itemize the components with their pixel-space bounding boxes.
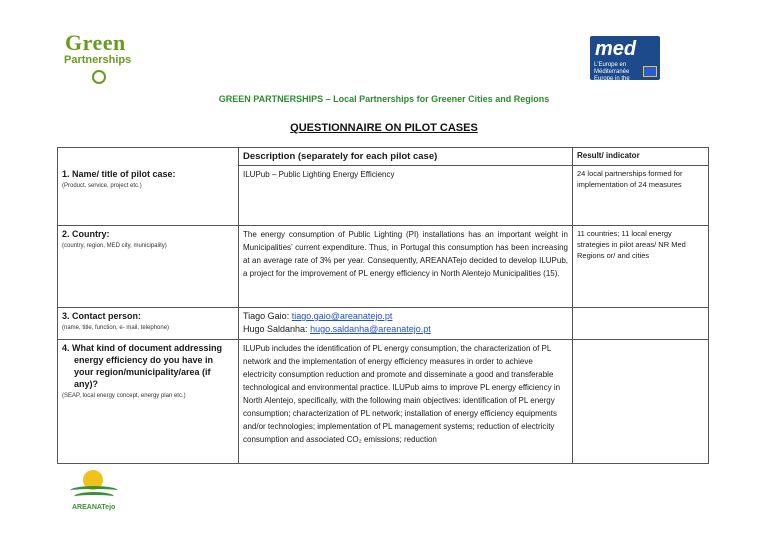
description-cell: ILUPub includes the identification of PL energy consumption, the characterization of PL network and the implementation of energy efficiency measures in order to achieve electricity consumption reduction and promote and disseminate a good and transferable technological and environmental practice. ILUPub aims to improve PL energy efficiency in North Alentejo, specifically, with the following main objectives: identification of PL energy consumption; characterization of PL network; installation of energy efficiency equipments and/or technologies; implementation of PL management systems; reduction of electricity consumption and associated CO₂ emissions; reduction bbox=[239, 340, 573, 464]
contact-line bbox=[243, 310, 568, 323]
question-note: (SEAP, local energy concept, energy plan etc.) bbox=[62, 393, 186, 399]
question-cell bbox=[58, 308, 239, 340]
med-logo-title: med bbox=[595, 38, 637, 60]
contact-email-link[interactable]: tiago.gaio@areanatejo.pt bbox=[291, 311, 393, 321]
logo-text-partnerships: Partnerships bbox=[64, 54, 132, 66]
question-cell bbox=[58, 340, 239, 464]
logo-emblem-icon bbox=[92, 70, 106, 84]
result-cell bbox=[573, 308, 709, 340]
contact-name: Tiago Gaio: bbox=[243, 311, 292, 321]
contact-name: Hugo Saldanha: bbox=[243, 324, 311, 334]
header-empty-cell bbox=[58, 148, 239, 166]
result-cell bbox=[573, 340, 709, 464]
questionnaire-table bbox=[57, 147, 709, 464]
question-note: (Product, service, project etc.) bbox=[62, 182, 142, 189]
result-cell: 11 countries; 11 local energy strategies in pilot areas/ NR Med Regions or/ and cities bbox=[573, 226, 709, 308]
description-column-header: Description (separately for each pilot case) bbox=[239, 148, 573, 166]
med-programme-logo bbox=[590, 36, 660, 89]
areanatejo-logo bbox=[68, 470, 122, 520]
question-title: 1. Name/ title of pilot case: bbox=[62, 168, 176, 179]
question-title: 3. Contact person: bbox=[62, 311, 142, 321]
table-row bbox=[58, 166, 709, 226]
contact-cell bbox=[239, 308, 573, 340]
result-column-header: Result/ indicator bbox=[573, 148, 709, 166]
green-partnerships-logo bbox=[62, 30, 138, 88]
table-row bbox=[58, 226, 709, 308]
contact-email-link[interactable]: hugo.saldanha@areanatejo.pt bbox=[310, 324, 431, 334]
table-header-row bbox=[58, 148, 709, 166]
result-cell: 24 local partnerships formed for implementation of 24 measures bbox=[573, 166, 709, 226]
description-cell: The energy consumption of Public Lighting (PI) installations has an important weight in Municipalities’ current expenditure. Thus, in Portugal this consumption has been increasing at an average rate of 3% per year. Consequently, AREANATejo decided to develop ILUPub, a project for the improvement of PL energy efficiency in North Alentejo Municipalities (15). bbox=[239, 226, 573, 308]
program-heading: GREEN PARTNERSHIPS – Local Partnerships for Greener Cities and Regions bbox=[218, 94, 550, 104]
question-note: (country, region, MED city, municipality) bbox=[62, 243, 167, 249]
question-title: 4. What kind of document addressing energy efficiency do you have in your region/municipality/area (if any)? bbox=[62, 343, 223, 389]
question-note: (name, title, function, e- mail, telephone) bbox=[62, 325, 170, 331]
table-row bbox=[58, 340, 709, 464]
eu-flag-icon bbox=[643, 66, 657, 77]
question-title: 2. Country: bbox=[62, 229, 110, 239]
question-cell bbox=[58, 226, 239, 308]
table-row bbox=[58, 308, 709, 340]
question-cell bbox=[58, 166, 239, 226]
document-title: QUESTIONNAIRE ON PILOT CASES bbox=[290, 122, 478, 134]
med-logo-subtitle: L'Europe en Méditerranée Europe in the Mediterranean bbox=[594, 62, 633, 89]
description-cell: ILUPub – Public Lighting Energy Efficiency bbox=[239, 166, 573, 226]
logo-text-green: Green bbox=[65, 30, 126, 55]
wave-icon bbox=[74, 492, 114, 501]
areanatejo-logo-text: AREANATejo bbox=[72, 504, 116, 511]
contact-line bbox=[243, 323, 568, 336]
